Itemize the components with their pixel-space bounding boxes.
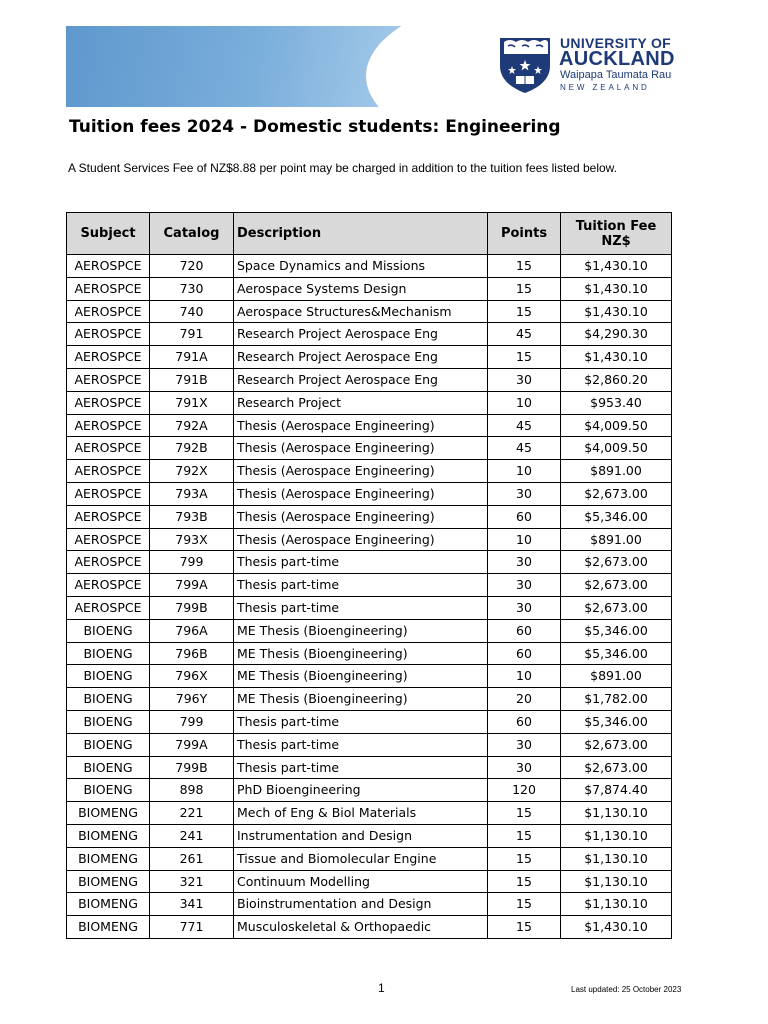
cell-subject: BIOMENG xyxy=(67,847,150,870)
cell-subject: AEROSPCE xyxy=(67,414,150,437)
table-row xyxy=(67,505,672,528)
table-row xyxy=(67,414,672,437)
table-body xyxy=(67,255,672,939)
cell-description: Research Project Aerospace Eng xyxy=(234,323,488,346)
cell-catalog: 720 xyxy=(150,255,234,278)
last-updated: Last updated: 25 October 2023 xyxy=(571,985,682,994)
cell-tuition-fee: $1,430.10 xyxy=(561,277,672,300)
table-row xyxy=(67,391,672,414)
cell-description: Aerospace Systems Design xyxy=(234,277,488,300)
cell-catalog: 793X xyxy=(150,528,234,551)
logo-text-university-of: UNIVERSITY OF xyxy=(560,35,671,51)
column-header-tuition-fee: Tuition Fee NZ$ xyxy=(561,213,672,255)
cell-description: Musculoskeletal & Orthopaedic xyxy=(234,916,488,939)
cell-description: Bioinstrumentation and Design xyxy=(234,893,488,916)
cell-catalog: 341 xyxy=(150,893,234,916)
cell-points: 15 xyxy=(488,346,561,369)
cell-description: Aerospace Structures&Mechanism xyxy=(234,300,488,323)
cell-catalog: 791A xyxy=(150,346,234,369)
logo-text-auckland: AUCKLAND xyxy=(559,48,675,70)
cell-subject: AEROSPCE xyxy=(67,437,150,460)
cell-description: Thesis (Aerospace Engineering) xyxy=(234,414,488,437)
cell-tuition-fee: $5,346.00 xyxy=(561,642,672,665)
cell-description: Thesis part-time xyxy=(234,551,488,574)
cell-catalog: 799 xyxy=(150,710,234,733)
fees-table xyxy=(66,212,672,939)
cell-subject: AEROSPCE xyxy=(67,596,150,619)
cell-subject: BIOENG xyxy=(67,756,150,779)
cell-description: Thesis (Aerospace Engineering) xyxy=(234,437,488,460)
cell-subject: BIOMENG xyxy=(67,824,150,847)
cell-points: 60 xyxy=(488,619,561,642)
cell-catalog: 791X xyxy=(150,391,234,414)
cell-description: Research Project Aerospace Eng xyxy=(234,368,488,391)
cell-catalog: 796A xyxy=(150,619,234,642)
cell-points: 10 xyxy=(488,391,561,414)
cell-subject: BIOENG xyxy=(67,710,150,733)
cell-subject: BIOENG xyxy=(67,642,150,665)
cell-description: Research Project xyxy=(234,391,488,414)
cell-catalog: 799B xyxy=(150,756,234,779)
cell-points: 30 xyxy=(488,733,561,756)
cell-subject: AEROSPCE xyxy=(67,300,150,323)
cell-description: Continuum Modelling xyxy=(234,870,488,893)
column-header-points: Points xyxy=(488,213,561,255)
table-row xyxy=(67,596,672,619)
cell-tuition-fee: $1,430.10 xyxy=(561,300,672,323)
cell-description: Thesis part-time xyxy=(234,596,488,619)
cell-catalog: 792A xyxy=(150,414,234,437)
cell-points: 20 xyxy=(488,688,561,711)
cell-points: 30 xyxy=(488,596,561,619)
cell-catalog: 796X xyxy=(150,665,234,688)
cell-tuition-fee: $1,130.10 xyxy=(561,870,672,893)
cell-description: Thesis part-time xyxy=(234,574,488,597)
cell-catalog: 261 xyxy=(150,847,234,870)
cell-description: Thesis (Aerospace Engineering) xyxy=(234,528,488,551)
table-row xyxy=(67,323,672,346)
cell-points: 120 xyxy=(488,779,561,802)
cell-tuition-fee: $2,673.00 xyxy=(561,733,672,756)
cell-points: 15 xyxy=(488,824,561,847)
cell-tuition-fee: $1,430.10 xyxy=(561,346,672,369)
cell-catalog: 740 xyxy=(150,300,234,323)
cell-points: 15 xyxy=(488,893,561,916)
table-row xyxy=(67,779,672,802)
cell-description: Thesis part-time xyxy=(234,733,488,756)
cell-points: 30 xyxy=(488,551,561,574)
cell-description: ME Thesis (Bioengineering) xyxy=(234,665,488,688)
cell-catalog: 792B xyxy=(150,437,234,460)
cell-points: 15 xyxy=(488,847,561,870)
cell-points: 60 xyxy=(488,505,561,528)
cell-subject: AEROSPCE xyxy=(67,255,150,278)
cell-subject: AEROSPCE xyxy=(67,482,150,505)
table-row xyxy=(67,824,672,847)
cell-tuition-fee: $4,290.30 xyxy=(561,323,672,346)
cell-catalog: 796Y xyxy=(150,688,234,711)
cell-subject: BIOENG xyxy=(67,619,150,642)
cell-description: Thesis (Aerospace Engineering) xyxy=(234,482,488,505)
cell-subject: AEROSPCE xyxy=(67,460,150,483)
table-row xyxy=(67,802,672,825)
column-header-catalog: Catalog xyxy=(150,213,234,255)
cell-description: Mech of Eng & Biol Materials xyxy=(234,802,488,825)
cell-subject: AEROSPCE xyxy=(67,368,150,391)
cell-description: Thesis part-time xyxy=(234,756,488,779)
cell-tuition-fee: $891.00 xyxy=(561,460,672,483)
cell-subject: BIOENG xyxy=(67,665,150,688)
logo-text-maori-name: Waipapa Taumata Rau xyxy=(560,69,672,81)
cell-points: 15 xyxy=(488,300,561,323)
cell-subject: AEROSPCE xyxy=(67,574,150,597)
cell-catalog: 791B xyxy=(150,368,234,391)
cell-tuition-fee: $2,860.20 xyxy=(561,368,672,391)
cell-tuition-fee: $2,673.00 xyxy=(561,756,672,779)
cell-subject: BIOENG xyxy=(67,779,150,802)
cell-subject: AEROSPCE xyxy=(67,505,150,528)
table-row xyxy=(67,460,672,483)
cell-points: 45 xyxy=(488,414,561,437)
table-row xyxy=(67,733,672,756)
column-header-subject: Subject xyxy=(67,213,150,255)
cell-subject: BIOMENG xyxy=(67,916,150,939)
cell-catalog: 898 xyxy=(150,779,234,802)
cell-tuition-fee: $1,430.10 xyxy=(561,916,672,939)
table-row xyxy=(67,255,672,278)
cell-subject: BIOMENG xyxy=(67,802,150,825)
cell-subject: AEROSPCE xyxy=(67,277,150,300)
cell-description: Space Dynamics and Missions xyxy=(234,255,488,278)
cell-points: 45 xyxy=(488,323,561,346)
cell-points: 15 xyxy=(488,870,561,893)
page-title: Tuition fees 2024 - Domestic students: Engineering xyxy=(69,117,561,137)
university-crest-icon xyxy=(498,36,552,94)
table-row xyxy=(67,916,672,939)
table-row xyxy=(67,300,672,323)
cell-subject: AEROSPCE xyxy=(67,551,150,574)
cell-description: PhD Bioengineering xyxy=(234,779,488,802)
cell-description: Tissue and Biomolecular Engine xyxy=(234,847,488,870)
table-row xyxy=(67,710,672,733)
cell-subject: BIOMENG xyxy=(67,870,150,893)
cell-subject: BIOMENG xyxy=(67,893,150,916)
cell-catalog: 799 xyxy=(150,551,234,574)
cell-tuition-fee: $2,673.00 xyxy=(561,574,672,597)
cell-points: 15 xyxy=(488,255,561,278)
cell-catalog: 796B xyxy=(150,642,234,665)
cell-catalog: 730 xyxy=(150,277,234,300)
cell-description: Thesis part-time xyxy=(234,710,488,733)
cell-catalog: 799A xyxy=(150,574,234,597)
cell-subject: AEROSPCE xyxy=(67,391,150,414)
cell-points: 15 xyxy=(488,916,561,939)
cell-tuition-fee: $1,130.10 xyxy=(561,824,672,847)
cell-tuition-fee: $4,009.50 xyxy=(561,437,672,460)
cell-points: 15 xyxy=(488,277,561,300)
cell-points: 30 xyxy=(488,574,561,597)
cell-points: 45 xyxy=(488,437,561,460)
page-number: 1 xyxy=(378,981,385,995)
intro-text: A Student Services Fee of NZ$8.88 per point may be charged in addition to the tuition fees listed below. xyxy=(68,161,617,175)
table-row xyxy=(67,368,672,391)
cell-catalog: 771 xyxy=(150,916,234,939)
cell-catalog: 321 xyxy=(150,870,234,893)
cell-catalog: 793B xyxy=(150,505,234,528)
cell-catalog: 221 xyxy=(150,802,234,825)
table-row xyxy=(67,528,672,551)
table-row xyxy=(67,346,672,369)
cell-subject: AEROSPCE xyxy=(67,528,150,551)
table-row xyxy=(67,642,672,665)
cell-catalog: 241 xyxy=(150,824,234,847)
cell-catalog: 799B xyxy=(150,596,234,619)
cell-points: 10 xyxy=(488,460,561,483)
cell-description: Thesis (Aerospace Engineering) xyxy=(234,460,488,483)
cell-points: 60 xyxy=(488,710,561,733)
cell-description: Research Project Aerospace Eng xyxy=(234,346,488,369)
cell-description: ME Thesis (Bioengineering) xyxy=(234,619,488,642)
cell-tuition-fee: $1,130.10 xyxy=(561,893,672,916)
cell-tuition-fee: $5,346.00 xyxy=(561,619,672,642)
cell-tuition-fee: $2,673.00 xyxy=(561,551,672,574)
cell-points: 15 xyxy=(488,802,561,825)
table-row xyxy=(67,870,672,893)
table-row xyxy=(67,688,672,711)
cell-catalog: 799A xyxy=(150,733,234,756)
table-row xyxy=(67,756,672,779)
table-row xyxy=(67,551,672,574)
cell-description: Thesis (Aerospace Engineering) xyxy=(234,505,488,528)
cell-points: 10 xyxy=(488,528,561,551)
cell-tuition-fee: $1,430.10 xyxy=(561,255,672,278)
cell-tuition-fee: $1,130.10 xyxy=(561,802,672,825)
cell-catalog: 791 xyxy=(150,323,234,346)
table-row xyxy=(67,893,672,916)
cell-description: ME Thesis (Bioengineering) xyxy=(234,642,488,665)
cell-tuition-fee: $891.00 xyxy=(561,528,672,551)
table-row xyxy=(67,437,672,460)
cell-tuition-fee: $1,130.10 xyxy=(561,847,672,870)
cell-tuition-fee: $2,673.00 xyxy=(561,596,672,619)
cell-points: 60 xyxy=(488,642,561,665)
cell-tuition-fee: $5,346.00 xyxy=(561,505,672,528)
cell-tuition-fee: $891.00 xyxy=(561,665,672,688)
table-row xyxy=(67,665,672,688)
column-header-description: Description xyxy=(234,213,488,255)
cell-points: 10 xyxy=(488,665,561,688)
cell-points: 30 xyxy=(488,482,561,505)
university-logo xyxy=(498,36,688,96)
cell-tuition-fee: $7,874.40 xyxy=(561,779,672,802)
cell-catalog: 793A xyxy=(150,482,234,505)
cell-subject: AEROSPCE xyxy=(67,323,150,346)
cell-tuition-fee: $4,009.50 xyxy=(561,414,672,437)
cell-tuition-fee: $953.40 xyxy=(561,391,672,414)
cell-tuition-fee: $2,673.00 xyxy=(561,482,672,505)
cell-points: 30 xyxy=(488,756,561,779)
cell-tuition-fee: $5,346.00 xyxy=(561,710,672,733)
table-row xyxy=(67,277,672,300)
cell-catalog: 792X xyxy=(150,460,234,483)
cell-tuition-fee: $1,782.00 xyxy=(561,688,672,711)
logo-text-new-zealand: NEW ZEALAND xyxy=(560,83,650,92)
cell-description: ME Thesis (Bioengineering) xyxy=(234,688,488,711)
cell-description: Instrumentation and Design xyxy=(234,824,488,847)
table-row xyxy=(67,574,672,597)
table-row xyxy=(67,619,672,642)
table-row xyxy=(67,482,672,505)
table-row xyxy=(67,847,672,870)
cell-subject: AEROSPCE xyxy=(67,346,150,369)
cell-subject: BIOENG xyxy=(67,733,150,756)
cell-subject: BIOENG xyxy=(67,688,150,711)
table-header-row xyxy=(67,213,672,255)
cell-points: 30 xyxy=(488,368,561,391)
